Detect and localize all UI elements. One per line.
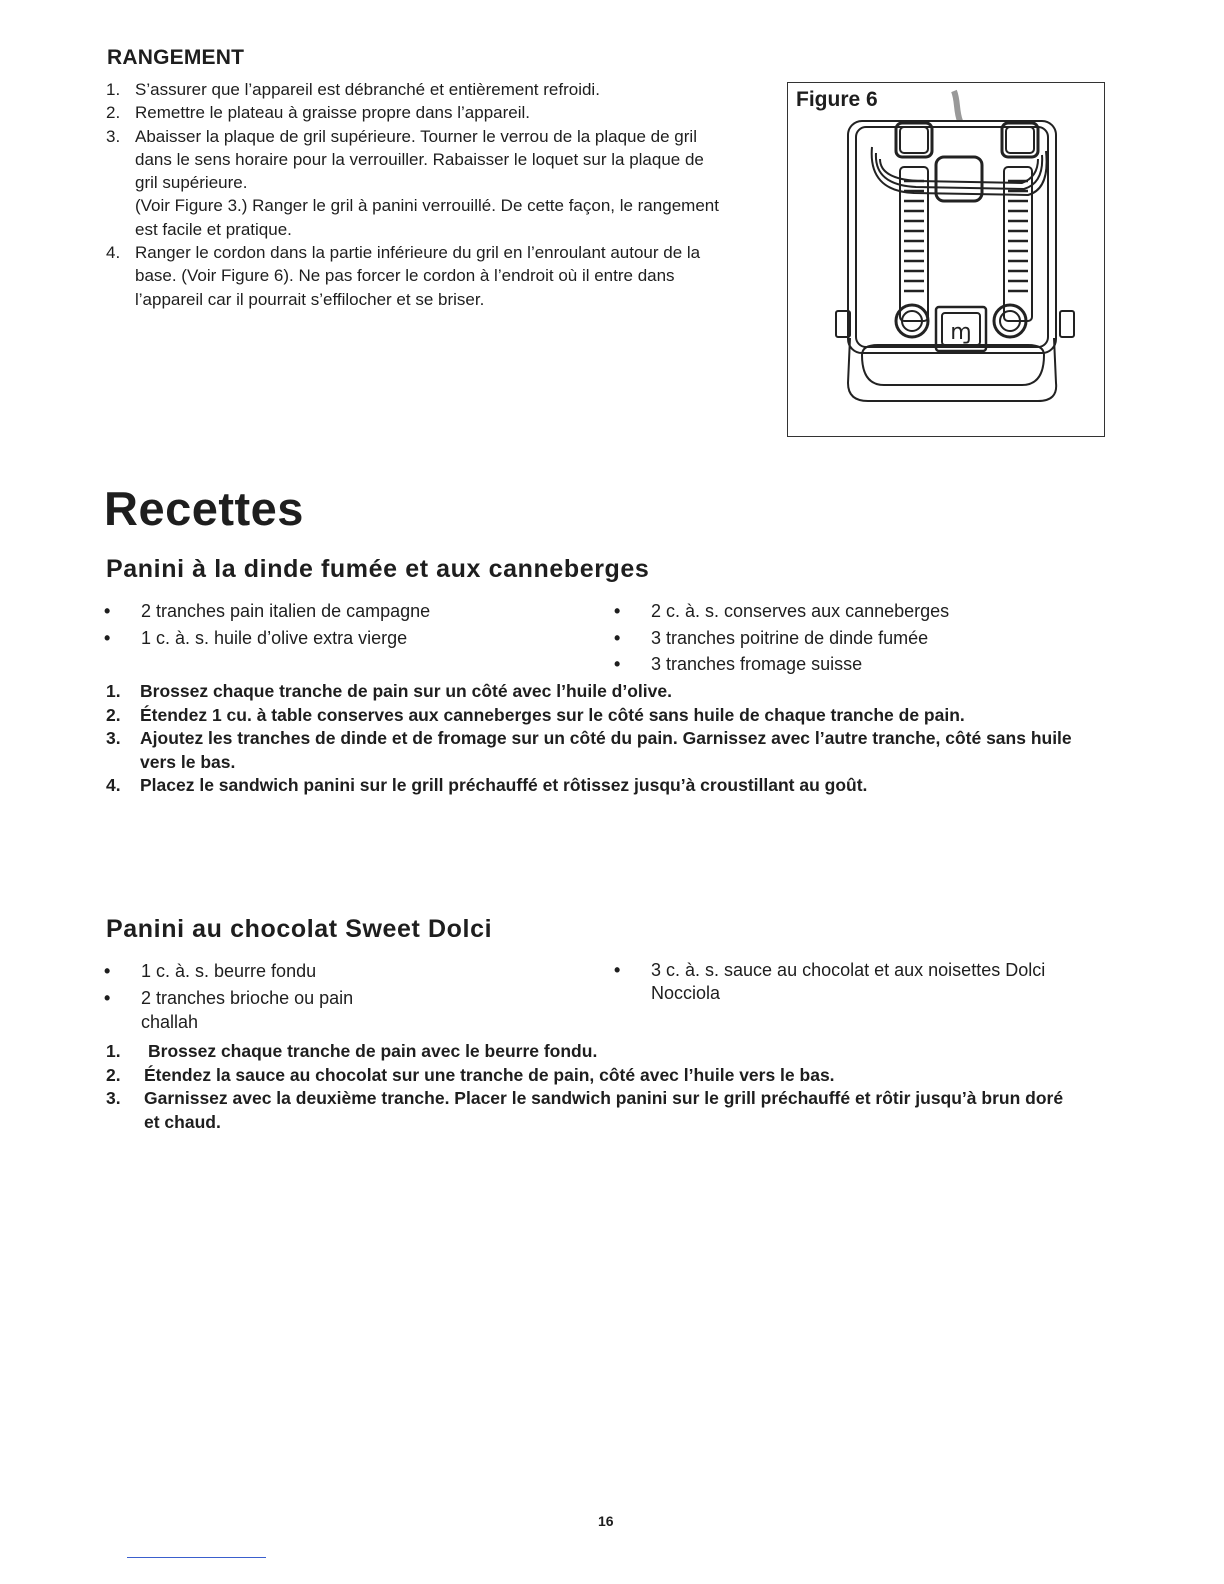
ingredient: • 3 c. à. s. sauce au chocolat et aux noisettes Dolci Nocciola <box>614 960 1046 1003</box>
recipe-1-steps <box>106 680 1116 798</box>
figure-6 <box>787 82 1105 437</box>
rangement-step: 3. Abaisser la plaque de gril supérieure. Tourner le verrou de la plaque de gril dans le sens horaire pour la verrouiller. Rabaisser le loquet sur la plaque de gril supérieure. (Voir Figure 3.) Ranger le gril à panini verrouillé. De cette façon, le rangement est facile et pratique. <box>106 126 719 239</box>
figure-label: Figure 6 <box>796 88 878 111</box>
ingredient: • 1 c. à. s. beurre fondu <box>104 961 317 981</box>
ingredient: • 3 tranches poitrine de dinde fumée <box>614 627 929 648</box>
recipe-step: 1. Brossez chaque tranche de pain sur un côté avec l’huile d’olive. <box>106 681 672 701</box>
ingredient: • 2 tranches pain italien de campagne <box>104 601 431 621</box>
rangement-step: 2. Remettre le plateau à graisse propre dans l’appareil. <box>106 103 531 123</box>
bottom-rule <box>127 1557 266 1558</box>
recipe-2-steps <box>106 1040 1086 1134</box>
grill-illustration <box>788 83 1103 435</box>
page-number: 16 <box>598 1513 614 1529</box>
recipe-1-ingredients-right <box>614 598 1084 678</box>
rangement-heading: RANGEMENT <box>107 46 245 69</box>
recipe-1-ingredients-left <box>104 598 574 651</box>
rangement-step: 4. Ranger le cordon dans la partie inférieure du gril en l’enroulant autour de la base. (Voir Figure 6). Ne pas forcer le cordon à l’endroit où il entre dans l’appareil car il pourrait s’effilocher et se briser. <box>106 243 701 309</box>
ingredient: • 3 tranches fromage suisse <box>614 654 863 674</box>
recettes-title: Recettes <box>104 482 304 535</box>
latch-logo: ɱ <box>950 320 972 345</box>
recipe-2-ingredients-left <box>104 959 404 1034</box>
recipe-2-ingredients-right <box>614 959 1084 1005</box>
ingredient: • 1 c. à. s. huile d’olive extra vierge <box>104 627 408 648</box>
recipe-1-title: Panini à la dinde fumée et aux canneberges <box>106 555 650 583</box>
rangement-steps <box>106 78 746 311</box>
recipe-step: 2. Étendez la sauce au chocolat sur une tranche de pain, côté avec l’huile vers le bas. <box>106 1064 835 1085</box>
rangement-step: 1. S’assurer que l’appareil est débranché et entièrement refroidi. <box>106 80 600 99</box>
ingredient: • 2 c. à. s. conserves aux canneberges <box>614 601 950 621</box>
recipe-step: 1. Brossez chaque tranche de pain avec le beurre fondu. <box>106 1041 598 1061</box>
recipe-2-title: Panini au chocolat Sweet Dolci <box>106 915 493 943</box>
recipe-step: 3. Ajoutez les tranches de dinde et de fromage sur un côté du pain. Garnissez avec l’autre tranche, côté sans huile vers le bas. <box>106 728 1072 772</box>
recipe-step: 3. Garnissez avec la deuxième tranche. Placer le sandwich panini sur le grill préchauffé et rôtir jusqu’à brun doré et chaud. <box>106 1088 1064 1132</box>
recipe-step: 2. Étendez 1 cu. à table conserves aux canneberges sur le côté sans huile de chaque tranche de pain. <box>106 704 965 725</box>
ingredient: • 2 tranches brioche ou pain challah <box>104 988 354 1032</box>
recipe-step: 4. Placez le sandwich panini sur le grill préchauffé et rôtissez jusqu’à croustillant au goût. <box>106 775 868 795</box>
